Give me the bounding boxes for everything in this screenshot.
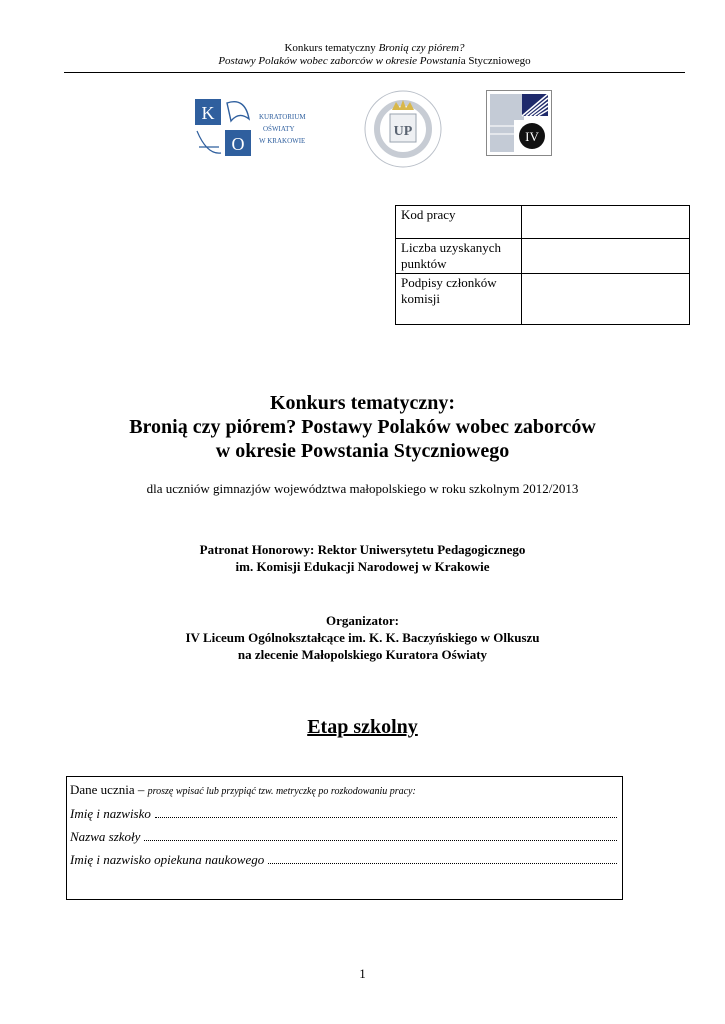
table-row (396, 206, 690, 239)
document-title: Konkurs tematyczny: Bronią czy piórem? Postawy Polaków wobec zaborców w okresie Powstania Styczniowego (129, 392, 596, 462)
student-box-heading: Dane ucznia – proszę wpisać lub przypiąć tzw. metryczkę po rozkodowaniu pracy: (70, 782, 416, 797)
svg-text:K: K (201, 103, 215, 123)
running-header (64, 42, 685, 68)
table-label: Liczba uzyskanych punktów (396, 239, 522, 274)
table-value-cell[interactable] (522, 206, 690, 239)
svg-text:IV: IV (525, 129, 539, 144)
table-value-cell[interactable] (522, 239, 690, 274)
table-label: Kod pracy (396, 206, 522, 239)
svg-text:OŚWIATY: OŚWIATY (263, 125, 295, 133)
fill-in-line[interactable] (268, 853, 617, 864)
table-row (396, 239, 690, 274)
university-seal-logo (362, 88, 444, 170)
field-school-name[interactable]: Nazwa szkoły (70, 828, 619, 846)
header-line-2: Postawy Polaków wobec zaborców w okresie Powstania Styczniowego (218, 55, 531, 67)
kuratorium-logo (193, 97, 313, 159)
grading-table (395, 205, 690, 325)
table-label: Podpisy członków komisji (396, 274, 522, 325)
fill-in-line[interactable] (144, 830, 617, 841)
svg-text:W KRAKOWIE: W KRAKOWIE (259, 137, 306, 145)
stage-heading: Etap szkolny (307, 716, 418, 738)
fill-in-line[interactable] (155, 807, 617, 818)
header-line-1: Konkurs tematyczny Bronią czy piórem? (284, 42, 465, 54)
table-value-cell[interactable] (522, 274, 690, 325)
student-data-box (66, 776, 623, 900)
field-supervisor-name[interactable]: Imię i nazwisko opiekuna naukowego (70, 851, 619, 869)
table-row (396, 274, 690, 325)
organizer-block: Organizator: IV Liceum Ogólnokształcące im. K. K. Baczyńskiego w Olkuszu na zlecenie Małopolskiego Kuratora Oświaty (185, 613, 540, 662)
svg-text:UP: UP (393, 124, 413, 139)
header-rule (64, 72, 685, 73)
page-number: 1 (359, 966, 366, 981)
school-iv-logo (486, 90, 552, 156)
field-student-name[interactable]: Imię i nazwisko (70, 805, 619, 823)
svg-text:O: O (231, 134, 245, 154)
document-subtitle: dla uczniów gimnazjów województwa małopolskiego w roku szkolnym 2012/2013 (146, 481, 579, 496)
honorary-patronage: Patronat Honorowy: Rektor Uniwersytetu Pedagogicznego im. Komisji Edukacji Narodowej w Krakowie (199, 542, 526, 574)
svg-text:KURATORIUM: KURATORIUM (259, 113, 306, 121)
